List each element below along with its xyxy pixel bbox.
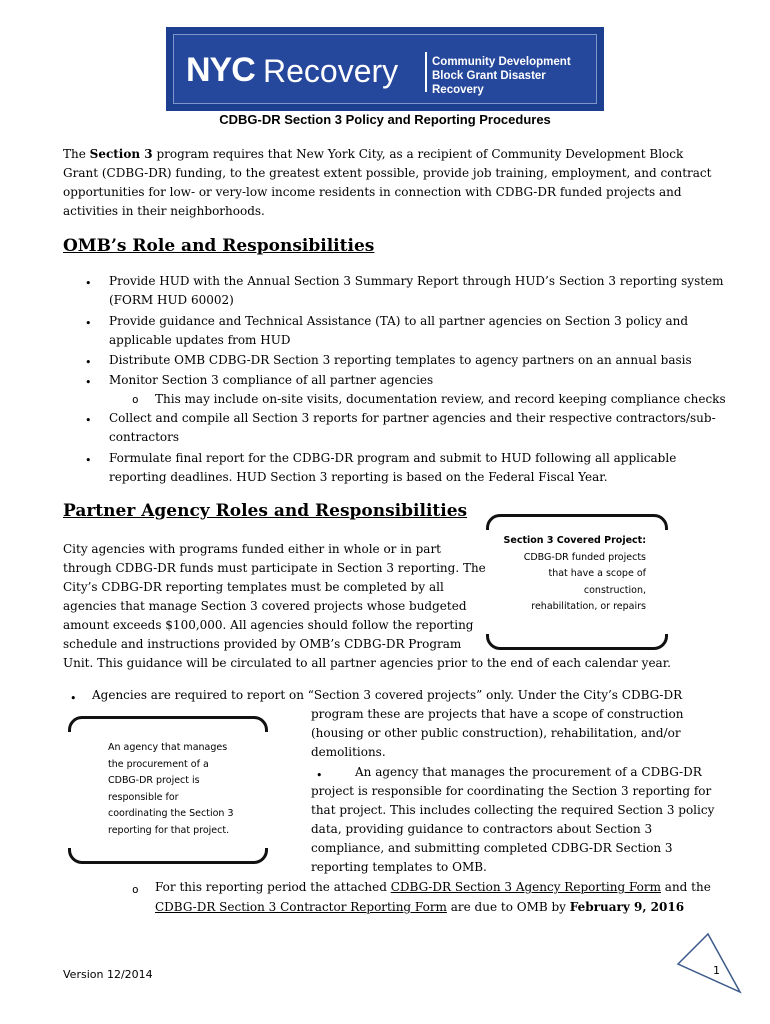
logo-recovery-text: Recovery <box>263 53 399 89</box>
callout-line: coordinating the Section 3 <box>108 808 234 819</box>
logo-divider <box>425 52 427 92</box>
logo-line-3: Recovery <box>432 84 484 96</box>
callout-line: CDBG-DR funded projects <box>523 551 646 563</box>
page-corner-shape <box>678 934 740 992</box>
omb-bullet-3: Distribute OMB CDBG-DR Section 3 reporting templates to agency partners on an annual basis <box>109 353 692 367</box>
omb-bullet-2-cont: applicable updates from HUD <box>109 333 291 347</box>
agencies-line: that project. This includes collecting the required Section 3 policy <box>311 803 715 817</box>
agencies-line: demolitions. <box>311 745 386 759</box>
forms-line-2 <box>155 898 684 918</box>
omb-heading: OMB’s Role and Responsibilities <box>63 236 375 256</box>
forms-lead: For this reporting period the attached <box>155 880 391 894</box>
agency-reporting-form-link[interactable]: CDBG-DR Section 3 Agency Reporting Form <box>390 880 661 894</box>
bullet-icon: • <box>85 317 92 330</box>
omb-bullet-4: Monitor Section 3 compliance of all partner agencies <box>109 373 434 387</box>
callout-line: construction, <box>583 584 646 596</box>
logo-nyc-text: NYC <box>186 51 255 89</box>
partner-line: schedule and instructions provided by OMB’s CDBG-DR Program <box>63 637 462 651</box>
partner-line: City agencies with programs funded either in whole or in part <box>63 542 442 556</box>
omb-bullet-5-cont: contractors <box>109 430 180 444</box>
agencies-line: project is responsible for coordinating the Section 3 reporting for <box>311 784 712 798</box>
callout-line: rehabilitation, or repairs <box>531 601 646 612</box>
forms-mid: and the <box>660 880 711 894</box>
partner-line: amount exceeds $100,000. All agencies should follow the reporting <box>63 618 474 632</box>
omb-bullet-1-cont: (FORM HUD 60002) <box>109 293 234 307</box>
callout-line: that have a scope of <box>548 568 646 579</box>
partner-line: through CDBG-DR funds must participate in Section 3 reporting. The <box>63 561 486 575</box>
callout-content <box>108 740 258 839</box>
partner-line: City’s CDBG-DR reporting templates must be completed by all <box>63 580 444 594</box>
callout-title: Section 3 Covered Project: <box>503 535 646 546</box>
bullet-icon: • <box>85 376 92 389</box>
agencies-line: program these are projects that have a scope of construction <box>311 707 684 721</box>
omb-bullet-6-cont: reporting deadlines. HUD Section 3 reporting is based on the Federal Fiscal Year. <box>109 470 608 484</box>
callout-line: reporting for that project. <box>108 824 230 836</box>
agencies-line: data, providing guidance to contractors about Section 3 <box>311 822 653 836</box>
omb-bullet-6: Formulate final report for the CDBG-DR program and submit to HUD following all applicable <box>109 451 677 465</box>
forms-due: are due to OMB by <box>446 900 570 914</box>
bullet-icon: • <box>85 356 92 369</box>
logo-line-1: Community Development <box>432 56 571 68</box>
sub-bullet-icon: o <box>132 883 139 896</box>
callout-line: responsible for <box>108 791 179 803</box>
partner-heading: Partner Agency Roles and Responsibilities <box>63 501 468 521</box>
omb-bullet-1: Provide HUD with the Annual Section 3 Summary Report through HUD’s Section 3 reporting system <box>109 274 724 288</box>
version-label: Version 12/2014 <box>63 968 153 981</box>
bullet-icon: • <box>85 277 92 290</box>
agencies-line: (housing or other public construction), rehabilitation, and/or <box>311 726 681 740</box>
intro-lead: The <box>63 147 90 161</box>
intro-bold: Section 3 <box>89 147 153 161</box>
agencies-line: reporting templates to OMB. <box>311 860 487 874</box>
logo-program-name <box>432 55 602 97</box>
omb-bullet-5: Collect and compile all Section 3 reports for partner agencies and their respective contractors/sub- <box>109 411 716 425</box>
page-corner-icon <box>672 930 744 996</box>
callout-line: the procurement of a <box>108 758 209 770</box>
agencies-bullet-lead: Agencies are required to report on “Section 3 covered projects” only. Under the City’s CDBG-DR <box>92 688 683 702</box>
bullet-icon: • <box>316 769 323 782</box>
intro-rest: program requires that New York City, as a recipient of Community Development Block Grant (CDBG-DR) funding, to the greatest extent possible, provide job training, employment, and contract opportunities for low- or very-low income residents in connection with CDBG-DR funded projects and activities in their neighborhoods. <box>63 147 712 218</box>
partner-line: Unit. This guidance will be circulated to all partner agencies prior to the end of each calendar year. <box>63 656 671 670</box>
contractor-reporting-form-link[interactable]: CDBG-DR Section 3 Contractor Reporting Form <box>155 900 447 914</box>
callout-line: An agency that manages <box>108 742 228 753</box>
omb-bullet-2: Provide guidance and Technical Assistance (TA) to all partner agencies on Section 3 policy and <box>109 314 689 328</box>
logo-line-2: Block Grant Disaster <box>432 70 546 82</box>
page-number: 1 <box>713 964 720 977</box>
document-title: CDBG-DR Section 3 Policy and Reporting Procedures <box>219 112 551 127</box>
bullet-icon: • <box>85 454 92 467</box>
due-date: February 9, 2016 <box>569 900 685 914</box>
partner-paragraph <box>63 540 671 673</box>
agencies-line: An agency that manages the procurement of a CDBG-DR <box>355 765 702 779</box>
partner-line: agencies that manage Section 3 covered projects whose budgeted <box>63 599 467 613</box>
agencies-line: compliance, and submitting completed CDBG-DR Section 3 <box>311 841 673 855</box>
omb-sub-bullet-1: This may include on-site visits, documentation review, and record keeping compliance checks <box>155 392 726 406</box>
intro-paragraph <box>63 145 713 221</box>
bullet-icon: • <box>70 692 77 705</box>
bullet-icon: • <box>85 414 92 427</box>
forms-line-1 <box>155 878 711 898</box>
sub-bullet-icon: o <box>132 393 139 406</box>
callout-line: CDBG-DR project is <box>108 775 200 786</box>
